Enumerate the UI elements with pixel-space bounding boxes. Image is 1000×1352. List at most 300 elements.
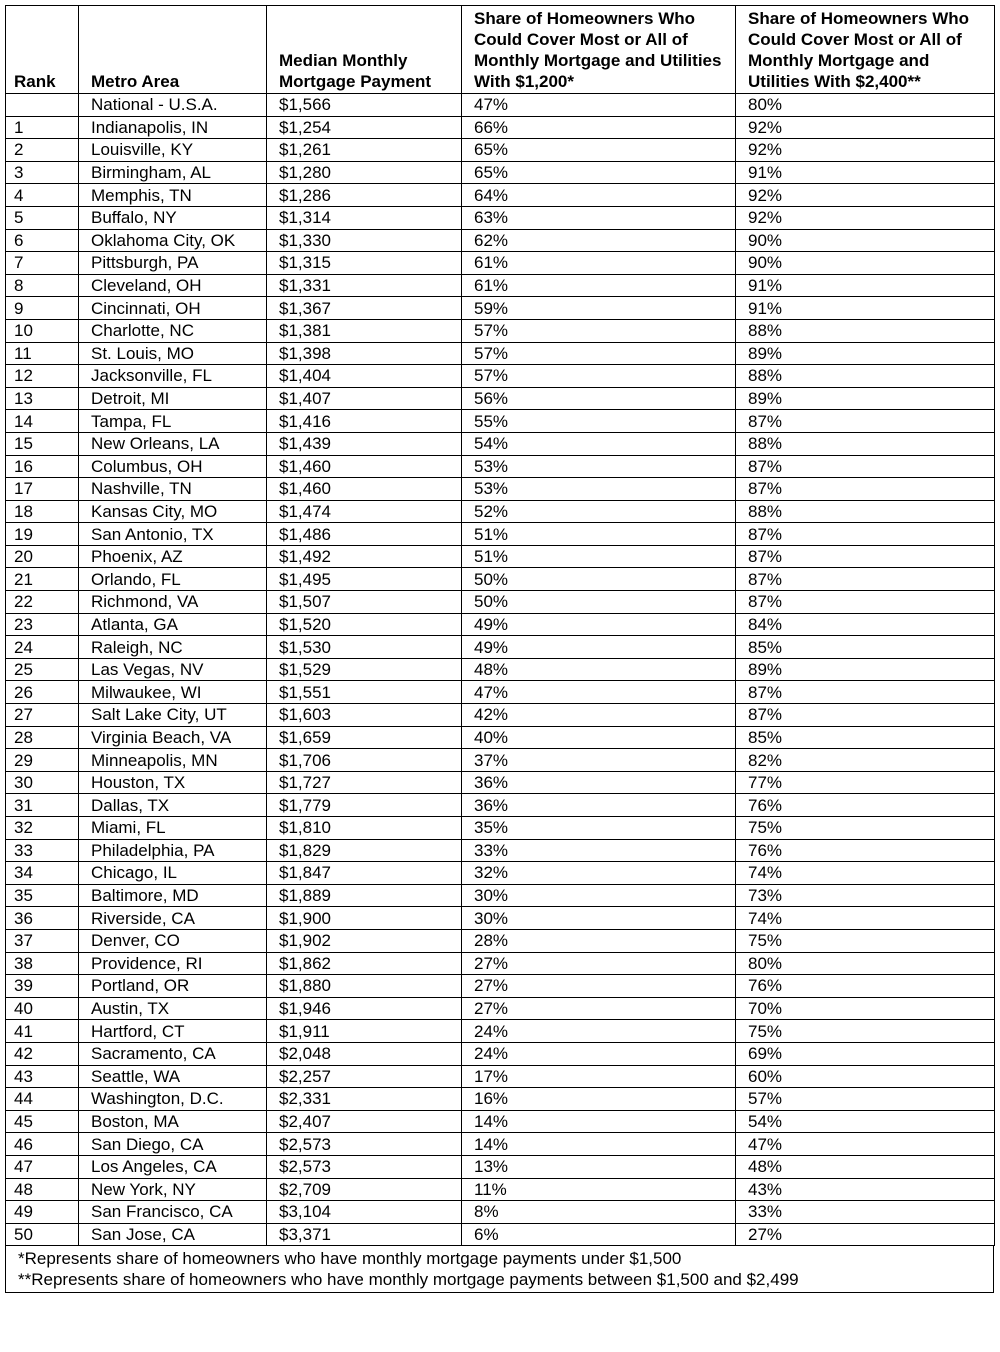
share-1200-cell: 57% [462,319,736,342]
share-2400-cell: 89% [736,342,995,365]
share-2400-cell: 80% [736,94,995,117]
share-1200-cell: 27% [462,997,736,1020]
metro-area-cell: Houston, TX [79,771,267,794]
median-payment-cell: $2,573 [267,1133,462,1156]
median-payment-cell: $1,551 [267,681,462,704]
table-row [6,839,995,862]
rank-cell: 42 [6,1042,79,1065]
header-share-1200 [462,6,736,94]
median-payment-cell: $1,520 [267,613,462,636]
share-2400-cell: 75% [736,1020,995,1043]
rank-cell: 45 [6,1110,79,1133]
rank-cell: 16 [6,455,79,478]
median-payment-cell: $2,257 [267,1065,462,1088]
median-payment-cell: $1,404 [267,365,462,388]
median-payment-cell: $1,398 [267,342,462,365]
rank-cell: 50 [6,1223,79,1246]
rank-cell: 2 [6,139,79,162]
metro-area-cell: Baltimore, MD [79,884,267,907]
table-row [6,1088,995,1111]
share-2400-cell: 75% [736,929,995,952]
share-2400-cell: 87% [736,478,995,501]
table-row [6,704,995,727]
share-2400-cell: 89% [736,658,995,681]
rank-cell: 47 [6,1155,79,1178]
metro-area-cell: Indianapolis, IN [79,116,267,139]
metro-area-cell: Las Vegas, NV [79,658,267,681]
share-2400-cell: 90% [736,229,995,252]
share-1200-cell: 47% [462,681,736,704]
metro-area-cell: Cincinnati, OH [79,297,267,320]
median-payment-cell: $1,474 [267,500,462,523]
share-2400-cell: 91% [736,297,995,320]
share-1200-cell: 24% [462,1042,736,1065]
median-payment-cell: $1,889 [267,884,462,907]
metro-area-cell: Buffalo, NY [79,206,267,229]
metro-area-cell: National - U.S.A. [79,94,267,117]
share-2400-cell: 69% [736,1042,995,1065]
share-1200-cell: 51% [462,545,736,568]
metro-area-cell: Charlotte, NC [79,319,267,342]
metro-affordability-table [5,5,995,1246]
metro-area-cell: Kansas City, MO [79,500,267,523]
table-row [6,568,995,591]
table-row [6,952,995,975]
share-2400-cell: 87% [736,568,995,591]
share-1200-cell: 55% [462,410,736,433]
rank-cell: 37 [6,929,79,952]
metro-area-cell: Orlando, FL [79,568,267,591]
table-row [6,1065,995,1088]
median-payment-cell: $1,946 [267,997,462,1020]
rank-cell: 29 [6,749,79,772]
median-payment-cell: $1,495 [267,568,462,591]
rank-cell: 48 [6,1178,79,1201]
share-1200-cell: 35% [462,817,736,840]
rank-cell: 39 [6,975,79,998]
rank-cell: 41 [6,1020,79,1043]
median-payment-cell: $1,486 [267,523,462,546]
table-row [6,1042,995,1065]
share-2400-cell: 43% [736,1178,995,1201]
share-1200-cell: 48% [462,658,736,681]
table-row [6,681,995,704]
rank-cell: 30 [6,771,79,794]
table-row [6,387,995,410]
share-2400-cell: 88% [736,365,995,388]
share-1200-cell: 49% [462,636,736,659]
table-row [6,658,995,681]
median-payment-cell: $3,371 [267,1223,462,1246]
share-1200-cell: 57% [462,342,736,365]
share-1200-cell: 14% [462,1110,736,1133]
rank-cell: 32 [6,817,79,840]
share-2400-cell: 92% [736,206,995,229]
metro-area-cell: Denver, CO [79,929,267,952]
table-row [6,184,995,207]
share-1200-cell: 37% [462,749,736,772]
rank-cell: 3 [6,161,79,184]
share-2400-cell: 33% [736,1201,995,1224]
table-row [6,997,995,1020]
table-row [6,636,995,659]
table-row [6,319,995,342]
rank-cell: 15 [6,432,79,455]
metro-area-cell: Atlanta, GA [79,613,267,636]
metro-area-cell: Milwaukee, WI [79,681,267,704]
table-row [6,252,995,275]
table-row [6,161,995,184]
share-1200-cell: 62% [462,229,736,252]
median-payment-cell: $1,529 [267,658,462,681]
metro-area-cell: Philadelphia, PA [79,839,267,862]
table-row [6,545,995,568]
share-1200-cell: 6% [462,1223,736,1246]
rank-cell: 28 [6,726,79,749]
share-2400-cell: 54% [736,1110,995,1133]
metro-area-cell: Richmond, VA [79,591,267,614]
median-payment-cell: $1,367 [267,297,462,320]
median-payment-cell: $2,573 [267,1155,462,1178]
share-1200-cell: 33% [462,839,736,862]
share-1200-cell: 36% [462,794,736,817]
share-2400-cell: 91% [736,274,995,297]
metro-area-cell: Raleigh, NC [79,636,267,659]
share-2400-cell: 89% [736,387,995,410]
median-payment-cell: $3,104 [267,1201,462,1224]
share-1200-cell: 47% [462,94,736,117]
share-1200-cell: 30% [462,907,736,930]
metro-area-cell: Riverside, CA [79,907,267,930]
table-row [6,206,995,229]
median-payment-cell: $1,829 [267,839,462,862]
share-1200-cell: 63% [462,206,736,229]
table-row [6,432,995,455]
table-row [6,929,995,952]
metro-area-cell: Seattle, WA [79,1065,267,1088]
share-2400-cell: 87% [736,591,995,614]
share-1200-cell: 53% [462,478,736,501]
header-median-payment-text: Median Monthly Mortgage Payment [279,51,432,91]
table-row [6,749,995,772]
share-1200-cell: 51% [462,523,736,546]
rank-cell: 6 [6,229,79,252]
table-row [6,410,995,433]
share-2400-cell: 87% [736,523,995,546]
rank-cell: 13 [6,387,79,410]
affordability-table-container [5,5,994,1293]
share-1200-cell: 57% [462,365,736,388]
rank-cell: 40 [6,997,79,1020]
header-rank: Rank [6,6,79,94]
rank-cell: 7 [6,252,79,275]
table-row [6,1110,995,1133]
metro-area-cell: Tampa, FL [79,410,267,433]
share-1200-cell: 65% [462,139,736,162]
table-row [6,1178,995,1201]
table-row [6,274,995,297]
rank-cell: 22 [6,591,79,614]
share-2400-cell: 90% [736,252,995,275]
median-payment-cell: $1,381 [267,319,462,342]
metro-area-cell: Hartford, CT [79,1020,267,1043]
share-2400-cell: 80% [736,952,995,975]
rank-cell: 25 [6,658,79,681]
median-payment-cell: $2,331 [267,1088,462,1111]
rank-cell: 23 [6,613,79,636]
rank-cell: 4 [6,184,79,207]
share-1200-cell: 24% [462,1020,736,1043]
median-payment-cell: $2,407 [267,1110,462,1133]
median-payment-cell: $1,706 [267,749,462,772]
rank-cell: 24 [6,636,79,659]
table-row [6,975,995,998]
share-1200-cell: 50% [462,568,736,591]
share-2400-cell: 74% [736,907,995,930]
share-2400-cell: 87% [736,545,995,568]
metro-area-cell: Austin, TX [79,997,267,1020]
rank-cell: 44 [6,1088,79,1111]
rank-cell: 33 [6,839,79,862]
share-1200-cell: 27% [462,975,736,998]
median-payment-cell: $1,727 [267,771,462,794]
share-1200-cell: 17% [462,1065,736,1088]
table-row [6,342,995,365]
median-payment-cell: $1,492 [267,545,462,568]
share-2400-cell: 87% [736,704,995,727]
median-payment-cell: $1,659 [267,726,462,749]
table-row [6,794,995,817]
share-1200-cell: 54% [462,432,736,455]
share-2400-cell: 82% [736,749,995,772]
table-row [6,771,995,794]
median-payment-cell: $1,507 [267,591,462,614]
rank-cell: 26 [6,681,79,704]
header-row [6,6,995,94]
share-2400-cell: 87% [736,681,995,704]
median-payment-cell: $2,709 [267,1178,462,1201]
table-row [6,1223,995,1246]
share-1200-cell: 32% [462,862,736,885]
share-1200-cell: 61% [462,252,736,275]
share-1200-cell: 8% [462,1201,736,1224]
median-payment-cell: $1,880 [267,975,462,998]
median-payment-cell: $1,330 [267,229,462,252]
rank-cell: 11 [6,342,79,365]
share-1200-cell: 53% [462,455,736,478]
median-payment-cell: $1,779 [267,794,462,817]
rank-cell: 38 [6,952,79,975]
median-payment-cell: $1,911 [267,1020,462,1043]
share-2400-cell: 88% [736,500,995,523]
share-1200-cell: 40% [462,726,736,749]
table-body [6,94,995,1246]
median-payment-cell: $1,566 [267,94,462,117]
metro-area-cell: Pittsburgh, PA [79,252,267,275]
share-2400-cell: 91% [736,161,995,184]
metro-area-cell: Memphis, TN [79,184,267,207]
table-row [6,297,995,320]
metro-area-cell: Detroit, MI [79,387,267,410]
rank-cell: 43 [6,1065,79,1088]
median-payment-cell: $1,460 [267,478,462,501]
median-payment-cell: $1,603 [267,704,462,727]
share-1200-cell: 56% [462,387,736,410]
share-1200-cell: 59% [462,297,736,320]
rank-cell: 34 [6,862,79,885]
table-row [6,1155,995,1178]
metro-area-cell: Boston, MA [79,1110,267,1133]
rank-cell: 1 [6,116,79,139]
median-payment-cell: $1,416 [267,410,462,433]
table-row [6,523,995,546]
share-1200-cell: 50% [462,591,736,614]
rank-cell: 36 [6,907,79,930]
rank-cell: 46 [6,1133,79,1156]
share-2400-cell: 92% [736,116,995,139]
table-row [6,116,995,139]
metro-area-cell: St. Louis, MO [79,342,267,365]
table-row [6,1201,995,1224]
table-row [6,229,995,252]
median-payment-cell: $1,862 [267,952,462,975]
rank-cell: 5 [6,206,79,229]
share-2400-cell: 85% [736,636,995,659]
metro-area-cell: Minneapolis, MN [79,749,267,772]
share-2400-cell: 77% [736,771,995,794]
rank-cell: 10 [6,319,79,342]
median-payment-cell: $1,407 [267,387,462,410]
share-1200-cell: 42% [462,704,736,727]
share-1200-cell: 66% [462,116,736,139]
rank-cell: 27 [6,704,79,727]
median-payment-cell: $2,048 [267,1042,462,1065]
share-2400-cell: 76% [736,839,995,862]
metro-area-cell: Cleveland, OH [79,274,267,297]
median-payment-cell: $1,254 [267,116,462,139]
rank-cell: 21 [6,568,79,591]
share-2400-cell: 47% [736,1133,995,1156]
metro-area-cell: Columbus, OH [79,455,267,478]
table-row [6,455,995,478]
header-median-payment [267,6,462,94]
metro-area-cell: Oklahoma City, OK [79,229,267,252]
rank-cell: 35 [6,884,79,907]
metro-area-cell: Providence, RI [79,952,267,975]
median-payment-cell: $1,280 [267,161,462,184]
share-2400-cell: 60% [736,1065,995,1088]
table-row [6,1020,995,1043]
median-payment-cell: $1,286 [267,184,462,207]
share-1200-cell: 65% [462,161,736,184]
share-2400-cell: 27% [736,1223,995,1246]
rank-cell: 17 [6,478,79,501]
metro-area-cell: San Jose, CA [79,1223,267,1246]
metro-area-cell: Sacramento, CA [79,1042,267,1065]
share-2400-cell: 74% [736,862,995,885]
metro-area-cell: New York, NY [79,1178,267,1201]
table-row [6,726,995,749]
share-1200-cell: 28% [462,929,736,952]
share-2400-cell: 87% [736,455,995,478]
share-2400-cell: 73% [736,884,995,907]
metro-area-cell: San Francisco, CA [79,1201,267,1224]
median-payment-cell: $1,315 [267,252,462,275]
footnote-2400: **Represents share of homeowners who have monthly mortgage payments between $1,500 and $2,499 [18,1270,799,1290]
share-1200-cell: 36% [462,771,736,794]
table-row [6,365,995,388]
metro-area-cell: Miami, FL [79,817,267,840]
metro-area-cell: San Diego, CA [79,1133,267,1156]
share-1200-cell: 14% [462,1133,736,1156]
share-2400-cell: 76% [736,794,995,817]
table-row [6,1133,995,1156]
rank-cell: 19 [6,523,79,546]
share-1200-cell: 61% [462,274,736,297]
share-1200-cell: 16% [462,1088,736,1111]
share-2400-cell: 87% [736,410,995,433]
metro-area-cell: New Orleans, LA [79,432,267,455]
median-payment-cell: $1,530 [267,636,462,659]
metro-area-cell: Chicago, IL [79,862,267,885]
header-metro-area: Metro Area [79,6,267,94]
share-2400-cell: 76% [736,975,995,998]
share-1200-cell: 30% [462,884,736,907]
rank-cell: 31 [6,794,79,817]
median-payment-cell: $1,314 [267,206,462,229]
footnote-1200: *Represents share of homeowners who have monthly mortgage payments under $1,500 [18,1249,682,1269]
rank-cell [6,94,79,117]
median-payment-cell: $1,460 [267,455,462,478]
rank-cell: 14 [6,410,79,433]
median-payment-cell: $1,847 [267,862,462,885]
rank-cell: 12 [6,365,79,388]
table-row [6,139,995,162]
share-2400-cell: 92% [736,139,995,162]
median-payment-cell: $1,900 [267,907,462,930]
metro-area-cell: Los Angeles, CA [79,1155,267,1178]
share-2400-cell: 48% [736,1155,995,1178]
share-1200-cell: 49% [462,613,736,636]
table-row [6,817,995,840]
share-1200-cell: 11% [462,1178,736,1201]
share-1200-cell: 64% [462,184,736,207]
rank-cell: 9 [6,297,79,320]
table-row [6,478,995,501]
metro-area-cell: Portland, OR [79,975,267,998]
rank-cell: 18 [6,500,79,523]
share-2400-cell: 88% [736,319,995,342]
metro-area-cell: Jacksonville, FL [79,365,267,388]
metro-area-cell: Dallas, TX [79,794,267,817]
share-1200-cell: 27% [462,952,736,975]
share-1200-cell: 52% [462,500,736,523]
share-2400-cell: 88% [736,432,995,455]
rank-cell: 8 [6,274,79,297]
share-2400-cell: 92% [736,184,995,207]
table-row [6,591,995,614]
share-2400-cell: 84% [736,613,995,636]
rank-cell: 49 [6,1201,79,1224]
share-2400-cell: 70% [736,997,995,1020]
metro-area-cell: Louisville, KY [79,139,267,162]
footnotes [5,1246,994,1293]
median-payment-cell: $1,331 [267,274,462,297]
table-row [6,613,995,636]
table-row [6,500,995,523]
share-1200-cell: 13% [462,1155,736,1178]
table-row-national [6,94,995,117]
